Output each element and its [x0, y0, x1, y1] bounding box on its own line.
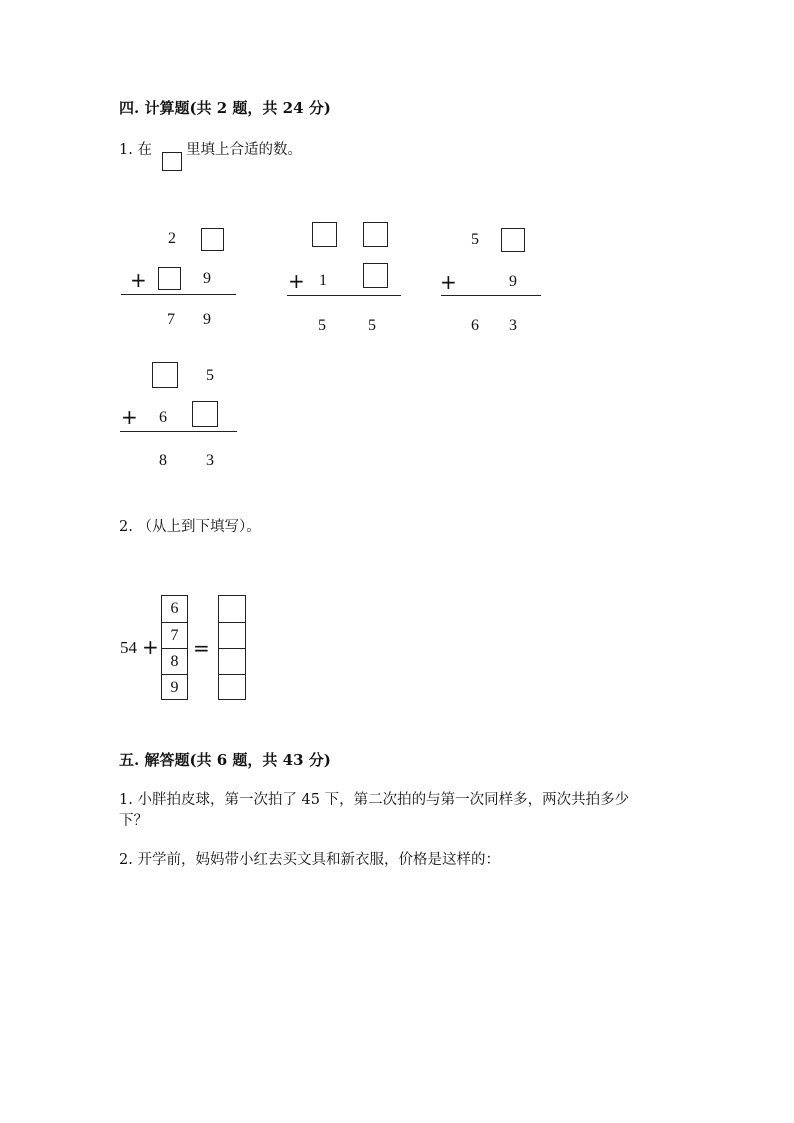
- answer-box[interactable]: [158, 267, 181, 290]
- answer-box[interactable]: [363, 263, 388, 288]
- equals-sign: =: [193, 636, 210, 660]
- plus-sign: +: [121, 405, 138, 429]
- digit: 5: [368, 317, 376, 334]
- plus-sign: +: [288, 269, 305, 293]
- answer-cell[interactable]: [219, 674, 245, 700]
- answer-column: [218, 595, 246, 700]
- digit: 6: [159, 409, 167, 426]
- digit: 6: [471, 317, 479, 334]
- digit: 9: [509, 273, 517, 290]
- base-number: 54: [120, 638, 137, 657]
- digit: 3: [509, 317, 517, 334]
- answer-box[interactable]: [192, 401, 218, 427]
- digit: 3: [206, 452, 214, 469]
- digit: 9: [203, 270, 211, 287]
- answer-box[interactable]: [152, 362, 178, 388]
- digit: 9: [203, 311, 211, 328]
- digit: 1: [319, 272, 327, 289]
- plus-sign: +: [440, 270, 457, 294]
- answer-cell[interactable]: [219, 596, 245, 622]
- answer-cell[interactable]: [219, 648, 245, 674]
- sum-line: [441, 295, 541, 296]
- answer-box-sample: [162, 152, 182, 171]
- digit: 5: [471, 231, 479, 248]
- answer-box[interactable]: [501, 228, 525, 252]
- answer-box[interactable]: [312, 222, 337, 247]
- word-problem-1-line-1: 1. 小胖拍皮球，第一次拍了 45 下，第二次拍的与第一次同样多，两次共拍多少: [119, 792, 630, 808]
- addend-cell: 7: [162, 622, 187, 648]
- digit: 5: [318, 317, 326, 334]
- answer-box[interactable]: [363, 222, 388, 247]
- digit: 5: [206, 367, 214, 384]
- answer-box[interactable]: [201, 228, 224, 251]
- addend-cell: 6: [170, 600, 179, 617]
- sum-line: [120, 431, 237, 432]
- sum-line: [121, 294, 236, 295]
- addend-column: [161, 595, 188, 700]
- section-5-title: 五. 解答题(共 6 题，共 43 分): [119, 751, 331, 769]
- word-problem-2: 2. 开学前，妈妈带小红去买文具和新衣服，价格是这样的：: [119, 852, 500, 868]
- digit: 7: [167, 311, 175, 328]
- plus-sign: +: [130, 268, 147, 292]
- digit: 2: [168, 230, 176, 247]
- addend-cell: 8: [162, 648, 187, 674]
- addend-cell: 9: [162, 674, 187, 700]
- plus-sign: +: [142, 635, 159, 659]
- digit: 8: [159, 452, 167, 469]
- word-problem-1-line-2: 下？: [119, 813, 148, 829]
- section-4-title: 四. 计算题(共 2 题，共 24 分): [119, 99, 331, 117]
- question-1-suffix: 里填上合适的数。: [186, 142, 302, 158]
- answer-cell[interactable]: [219, 622, 245, 648]
- question-2-text: 2. （从上到下填写）。: [119, 519, 261, 535]
- sum-line: [287, 295, 401, 296]
- question-1-prefix: 1. 在: [119, 142, 152, 158]
